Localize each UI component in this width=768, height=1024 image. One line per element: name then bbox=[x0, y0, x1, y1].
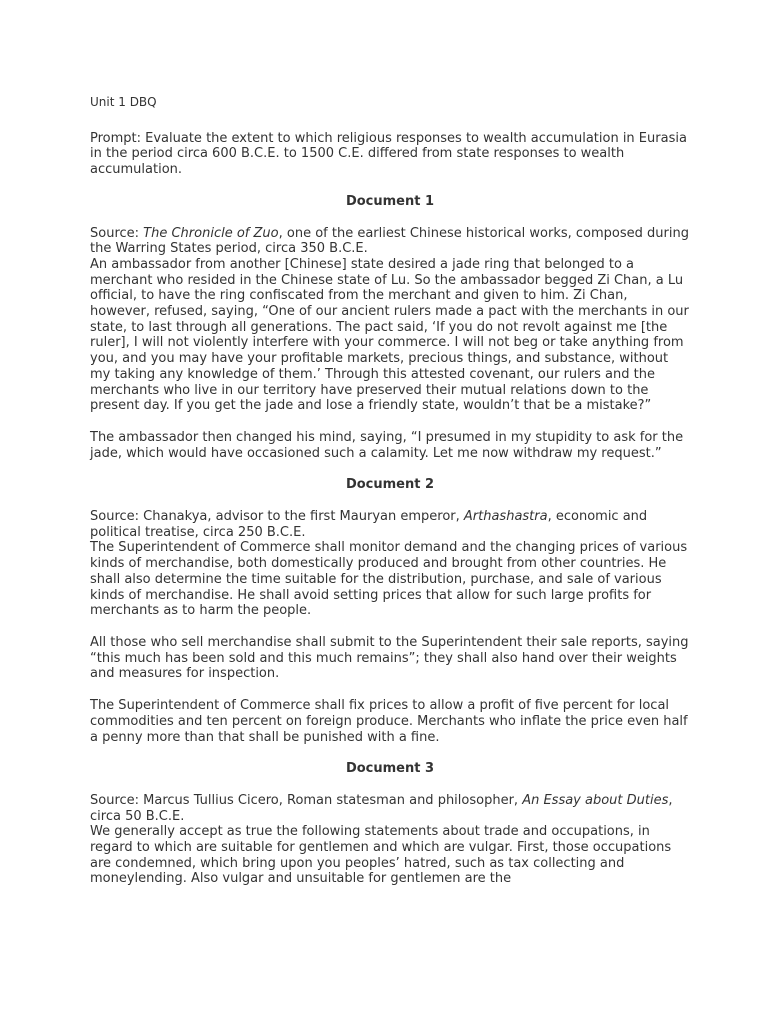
document-1-heading: Document 1 bbox=[345, 193, 435, 209]
document-3-source bbox=[90, 793, 690, 824]
document-2-paragraph: The Superintendent of Commerce shall fix prices to allow a profit of five percent for local commodities and ten percent on foreign produce. Merchants who inflate the price even half a penny more than that shall be punished with a fine. bbox=[90, 698, 688, 745]
source-prefix: Source: bbox=[90, 225, 144, 241]
source-prefix: Source: Marcus Tullius Cicero, Roman statesman and philosopher, bbox=[90, 792, 523, 808]
document-1-paragraph: An ambassador from another [Chinese] state desired a jade ring that belonged to a merchant who resided in the Chinese state of Lu. So the ambassador begged Zi Chan, a Lu official, to have the ring confiscated from the merchant and given to him. Zi Chan, however, refused, saying, “One of our ancient rulers made a pact with the merchants in our state, to last through all generations. The pact said, ‘If you do not revolt against me [the ruler], I will not violently interfere with your commerce. I will not beg or take anything from you, and you may have your profitable markets, precious things, and substance, without my taking any knowledge of them.’ Through this attested covenant, our rulers and the merchants who live in our territory have preserved their mutual relations down to the present day. If you get the jade and lose a friendly state, wouldn’t that be a mistake?” bbox=[90, 256, 689, 414]
document-2-source bbox=[90, 509, 690, 540]
source-suffix: , one of the earliest Chinese historical works, composed during the Warring States period, circa 350 B.C.E. bbox=[90, 225, 689, 257]
document-3-paragraph: We generally accept as true the following statements about trade and occupations, in regard to which are suitable for gentlemen and which are vulgar. First, those occupations are condemned, which bring upon you peoples’ hatred, such as tax collecting and moneylending. Also vulgar and unsuitable for gentlemen are the bbox=[90, 824, 672, 887]
document-2-heading: Document 2 bbox=[345, 477, 435, 493]
prompt-text: Prompt: Evaluate the extent to which religious responses to wealth accumulation in Eurasia in the period circa 600 B.C.E. to 1500 C.E. differed from state responses to wealth accumulation. bbox=[90, 130, 687, 178]
source-prefix: Source: Chanakya, advisor to the first Mauryan emperor, bbox=[90, 509, 464, 525]
source-suffix: , economic and political treatise, circa 250 B.C.E. bbox=[90, 509, 648, 540]
source-work-title: The Chronicle of Zuo bbox=[143, 225, 279, 241]
document-2-paragraph: All those who sell merchandise shall submit to the Superintendent their sale reports, saying “this much has been sold and this much remains”; they shall also hand over their weights and measures for inspection. bbox=[90, 634, 689, 682]
source-work-title: An Essay about Duties bbox=[522, 792, 669, 808]
document-1-paragraph: The ambassador then changed his mind, saying, “I presumed in my stupidity to ask for the jade, which would have occasioned such a calamity. Let me now withdraw my request.” bbox=[90, 429, 684, 461]
source-suffix: , circa 50 B.C.E. bbox=[90, 792, 673, 824]
page-title: Unit 1 DBQ bbox=[90, 95, 157, 109]
document-page bbox=[90, 95, 690, 887]
source-work-title: Arthashastra bbox=[463, 509, 548, 525]
document-2-paragraph: The Superintendent of Commerce shall monitor demand and the changing prices of various kinds of merchandise, both domestically produced and brought from other countries. He shall also determine the time suitable for the distribution, purchase, and sale of various kinds of merchandise. He shall avoid setting prices that allow for such large profits for merchants as to harm the people. bbox=[90, 540, 688, 619]
document-1-source bbox=[90, 226, 690, 257]
document-3-heading: Document 3 bbox=[345, 761, 435, 777]
